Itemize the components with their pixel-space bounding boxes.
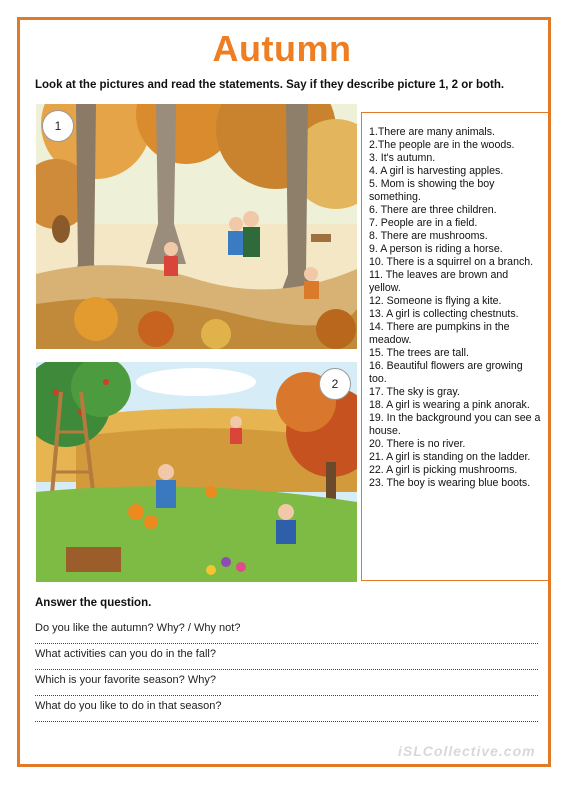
statement-item: 4. A girl is harvesting apples.	[369, 165, 504, 177]
question-4: What do you like to do in that season?	[35, 700, 222, 712]
statement-item: 1.There are many animals.	[369, 126, 496, 138]
worksheet-title: Autumn	[212, 28, 352, 69]
picture-2-field-scene	[36, 362, 357, 582]
answer-line-2[interactable]	[35, 669, 538, 670]
statement-item: 2.The people are in the woods.	[369, 139, 515, 151]
statement-item: 17. The sky is gray.	[369, 386, 460, 398]
statement-item: 15. The trees are tall.	[369, 347, 469, 359]
answer-line-1[interactable]	[35, 643, 538, 644]
statement-item: 14. There are pumpkins in the meadow.	[369, 321, 510, 346]
statement-item: 10. There is a squirrel on a branch.	[369, 256, 534, 268]
forest-illustration	[36, 104, 357, 349]
statement-item: 11. The leaves are brown and yellow.	[369, 269, 509, 294]
question-2: What activities can you do in the fall?	[35, 648, 216, 660]
answer-heading: Answer the question.	[35, 597, 152, 609]
statement-item: 21. A girl is standing on the ladder.	[369, 451, 531, 463]
statement-item: 6. There are three children.	[369, 204, 497, 216]
statement-item: 20. There is no river.	[369, 438, 466, 450]
statement-item: 9. A person is riding a horse.	[369, 243, 503, 255]
statement-item: 12. Someone is flying a kite.	[369, 295, 502, 307]
question-1: Do you like the autumn? Why? / Why not?	[35, 622, 241, 634]
statement-item: 5. Mom is showing the boy something.	[369, 178, 495, 203]
picture-2-number: 2	[319, 368, 351, 400]
statement-item: 13. A girl is collecting chestnuts.	[369, 308, 519, 320]
statements-list	[369, 126, 542, 490]
statement-item: 18. A girl is wearing a pink anorak.	[369, 399, 530, 411]
instruction-text: Look at the pictures and read the statements. Say if they describe picture 1, 2 or both.	[35, 79, 505, 91]
field-illustration	[36, 362, 357, 582]
watermark-logo: iSLCollective.com	[398, 743, 536, 759]
statement-item: 3. It's autumn.	[369, 152, 436, 164]
picture-1-number: 1	[42, 110, 74, 142]
question-3: Which is your favorite season? Why?	[35, 674, 216, 686]
statement-item: 7. People are in a field.	[369, 217, 478, 229]
statement-item: 23. The boy is wearing blue boots.	[369, 477, 531, 489]
statements-box	[361, 112, 549, 581]
answer-line-3[interactable]	[35, 695, 538, 696]
statement-item: 22. A girl is picking mushrooms.	[369, 464, 518, 476]
answer-line-4[interactable]	[35, 721, 538, 722]
statement-item: 19. In the background you can see a house.	[369, 412, 541, 437]
statement-item: 16. Beautiful flowers are growing too.	[369, 360, 523, 385]
statement-item: 8. There are mushrooms.	[369, 230, 488, 242]
picture-1-forest-scene	[36, 104, 357, 349]
